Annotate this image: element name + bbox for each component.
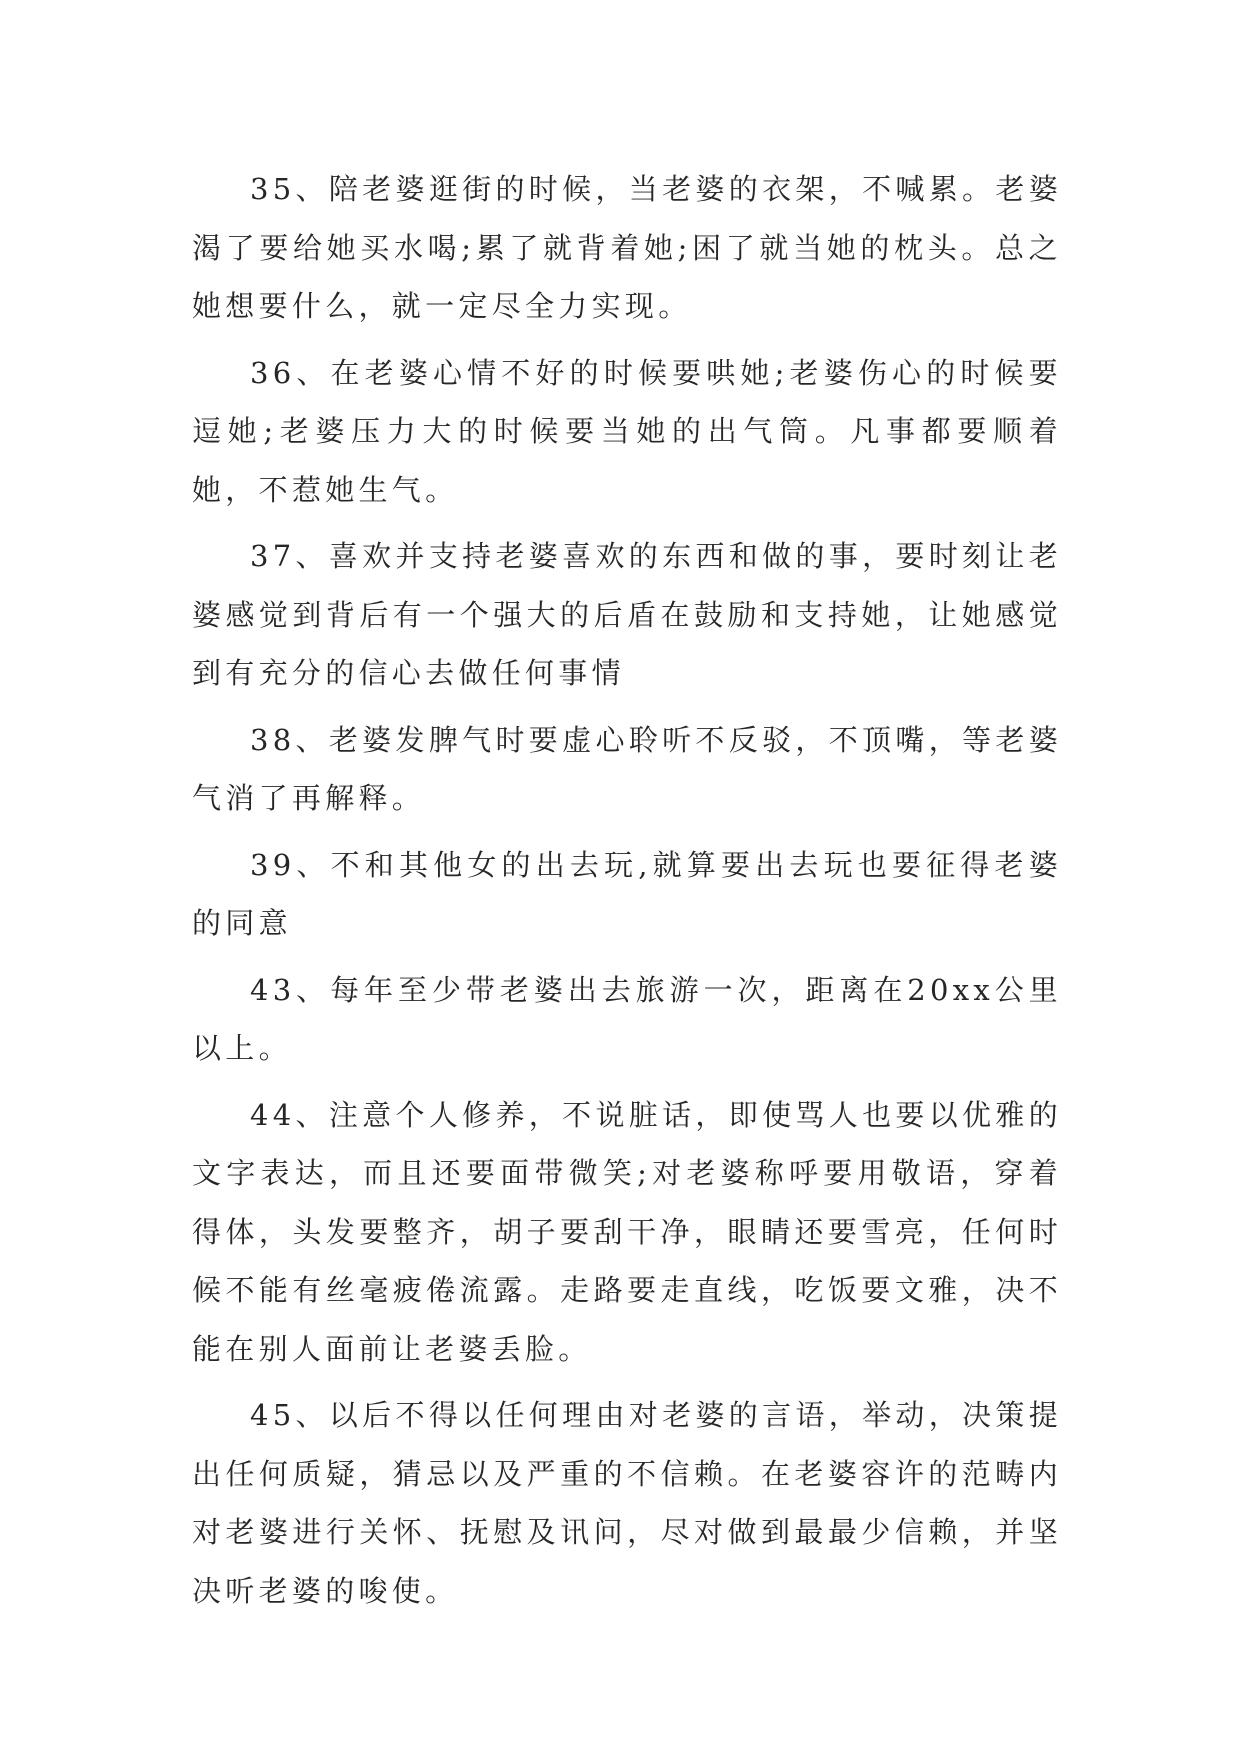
paragraph-37: 37、喜欢并支持老婆喜欢的东西和做的事，要时刻让老婆感觉到背后有一个强大的后盾在鼓励和支持她，让她感觉到有充分的信心去做任何事情 (192, 539, 1062, 690)
paragraph-38: 38、老婆发脾气时要虚心聆听不反驳，不顶嘴，等老婆气消了再解释。 (192, 722, 1062, 815)
document-body (192, 160, 1062, 1628)
paragraph-45: 45、以后不得以任何理由对老婆的言语，举动，决策提出任何质疑，猜忌以及严重的不信赖。在老婆容许的范畴内对老婆进行关怀、抚慰及讯问，尽对做到最最少信赖，并坚决听老婆的唆使。 (192, 1398, 1062, 1608)
paragraph-44: 44、注意个人修养，不说脏话，即使骂人也要以优雅的文字表达，而且还要面带微笑;对老婆称呼要用敬语，穿着得体，头发要整齐，胡子要刮干净，眼睛还要雪亮，任何时候不能有丝毫疲倦流露。走路要走直线，吃饭要文雅，决不能在别人面前让老婆丢脸。 (192, 1097, 1062, 1366)
paragraph-36: 36、在老婆心情不好的时候要哄她;老婆伤心的时候要逗她;老婆压力大的时候要当她的出气筒。凡事都要顺着她，不惹她生气。 (192, 355, 1062, 507)
paragraph-35: 35、陪老婆逛街的时候，当老婆的衣架，不喊累。老婆渴了要给她买水喝;累了就背着她;困了就当她的枕头。总之她想要什么，就一定尽全力实现。 (192, 172, 1062, 323)
paragraph-43: 43、每年至少带老婆出去旅游一次，距离在20xx公里以上。 (192, 972, 1062, 1065)
paragraph-39: 39、不和其他女的出去玩,就算要出去玩也要征得老婆的同意 (192, 847, 1062, 940)
